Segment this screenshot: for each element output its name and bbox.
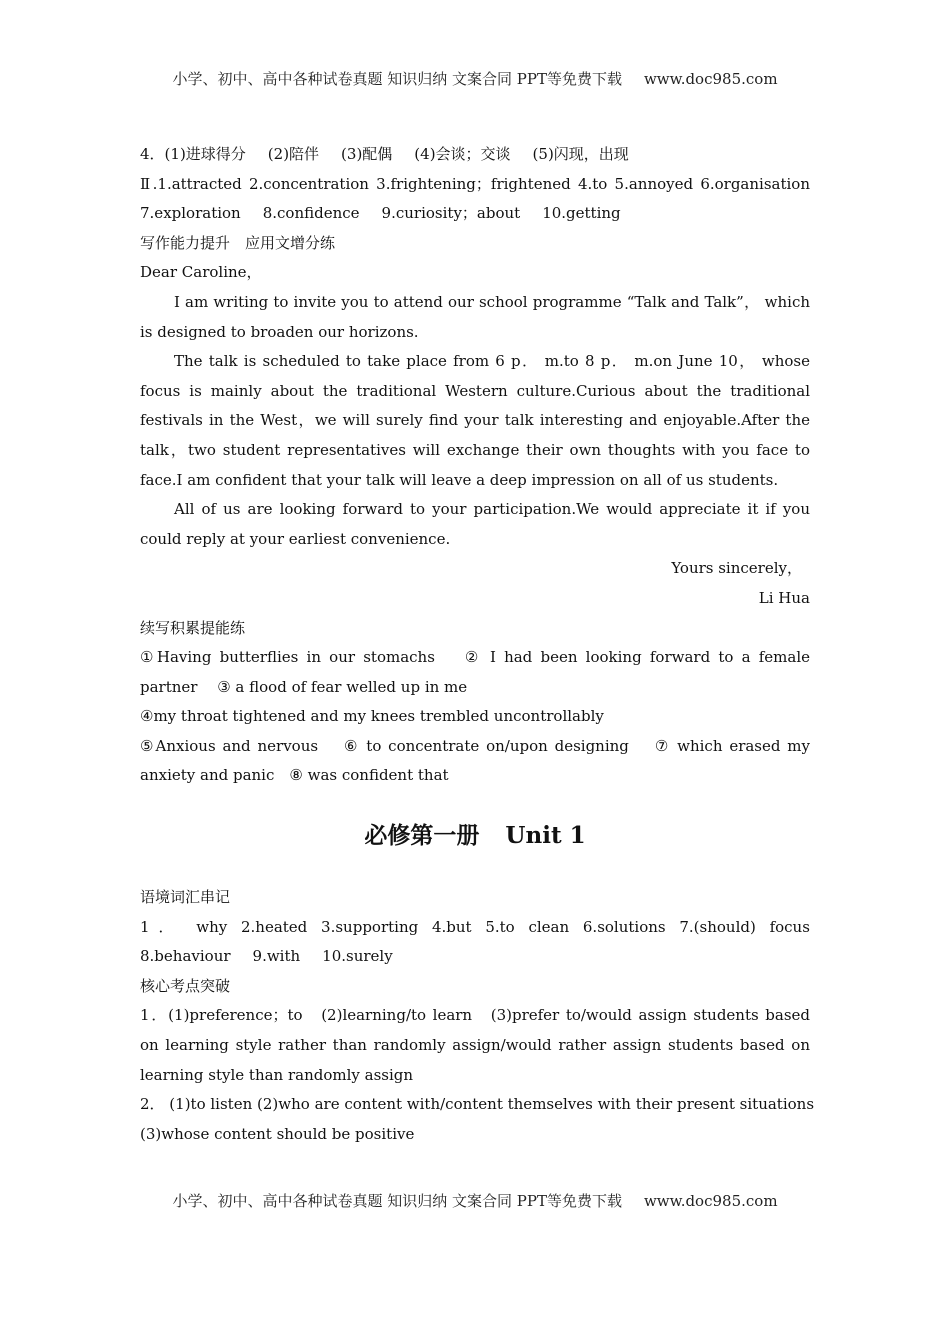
content [140, 140, 815, 1149]
ii-item: 4.to [577, 174, 608, 193]
core-item-2-line1 [140, 1090, 815, 1120]
section-title [140, 819, 810, 853]
vocab-item: 5.to clean [485, 917, 570, 936]
letter-paragraph: I am writing to invite you to attend our school programme “Talk and Talk”， which is designed to broaden our horizons. [140, 292, 810, 341]
header-text: 小学、初中、高中各种试卷真题 知识归纳 文案合同 PPT等免费下载 [172, 70, 622, 88]
ii-item: 3.frightening；frightened [376, 174, 571, 193]
letter-greeting: Dear Caroline， [140, 263, 262, 282]
q4-part: (4)会谈；交谈 [414, 145, 511, 163]
ii-item: 9.curiosity；about [381, 204, 521, 223]
answer-q4 [140, 140, 810, 170]
section-title-cn: 必修第一册 [364, 823, 480, 850]
continuation-paragraph: ④my throat tightened and my knees trembled uncontrollably [140, 707, 604, 726]
footer-url: www.doc985.com [643, 1192, 778, 1210]
q4-part: (5)闪现，出现 [532, 145, 629, 163]
vocab-item: 1． why [140, 917, 228, 936]
vocab-line2 [140, 942, 810, 972]
q4-part: 4．(1)进球得分 [140, 145, 246, 163]
header-url: www.doc985.com [643, 70, 778, 88]
q4-part: (2)陪伴 [267, 145, 320, 163]
continuation-heading: 续写积累提能练 [140, 618, 246, 637]
section-title-en: Unit 1 [505, 822, 586, 850]
core-part: (2)who are content with/content themselves with their present situations [257, 1095, 815, 1114]
vocab-item: 2.heated [240, 917, 308, 936]
q4-part: (3)配偶 [341, 145, 393, 163]
writing-heading: 写作能力提升 应用文增分练 [140, 233, 336, 252]
vocab-heading: 语境词汇串记 [140, 888, 231, 907]
ii-item: 10.getting [542, 204, 621, 223]
vocab-line1 [140, 913, 810, 943]
ii-item: 5.annoyed [614, 174, 694, 193]
vocab-item: 6.solutions [582, 917, 666, 936]
letter-paragraph: All of us are looking forward to your participation.We would appreciate it if you could reply at your earliest convenience. [140, 500, 810, 548]
vocab-item: 9.with [252, 947, 301, 966]
continuation-paragraph: ⑤Anxious and nervous ⑥ to concentrate on/upon designing ⑦ which erased my anxiety and panic ⑧ was confident that [140, 736, 810, 785]
core-item-1: 1．(1)preference；to (2)learning/to learn (3)prefer to/would assign students based on learning style rather than randomly assign/would rather assign students based on learning style than randomly assign [140, 1006, 810, 1084]
letter-closing: Yours sincerely， [671, 559, 802, 578]
page-footer [0, 1190, 950, 1211]
ii-item: 8.confidence [262, 204, 360, 223]
ii-item: Ⅱ.1.attracted [140, 174, 242, 193]
answer-ii-line1 [140, 170, 810, 200]
letter-paragraph: The talk is scheduled to take place from 6 p． m.to 8 p． m.on June 10， whose focus is mainly about the traditional Western culture.Curious about the traditional festivals in the West，we will surely find your talk interesting and enjoyable.After the talk，two student representatives will exchange their own thoughts with you face to face.I am confident that your talk will leave a deep impression on all of us students. [140, 352, 810, 489]
core-part: 2． (1)to listen [140, 1095, 253, 1114]
vocab-item: 3.supporting [321, 917, 419, 936]
page-header [0, 68, 950, 89]
answer-ii-line2 [140, 199, 810, 229]
vocab-item: 4.but [431, 917, 472, 936]
vocab-item: 10.surely [322, 947, 393, 966]
vocab-item: 7.(should) focus [679, 917, 810, 936]
vocab-item: 8.behaviour [140, 947, 231, 966]
footer-text: 小学、初中、高中各种试卷真题 知识归纳 文案合同 PPT等免费下载 [172, 1192, 622, 1210]
ii-item: 2.concentration [248, 174, 369, 193]
ii-item: 7.exploration [140, 204, 241, 223]
letter-signature: Li Hua [758, 588, 810, 607]
core-heading: 核心考点突破 [140, 976, 231, 995]
core-item-2-line2: (3)whose content should be positive [140, 1124, 415, 1143]
continuation-paragraph: ①Having butterflies in our stomachs ② I had been looking forward to a female partner ③ a flood of fear welled up in me [140, 648, 810, 696]
ii-item: 6.organisation [700, 174, 810, 193]
